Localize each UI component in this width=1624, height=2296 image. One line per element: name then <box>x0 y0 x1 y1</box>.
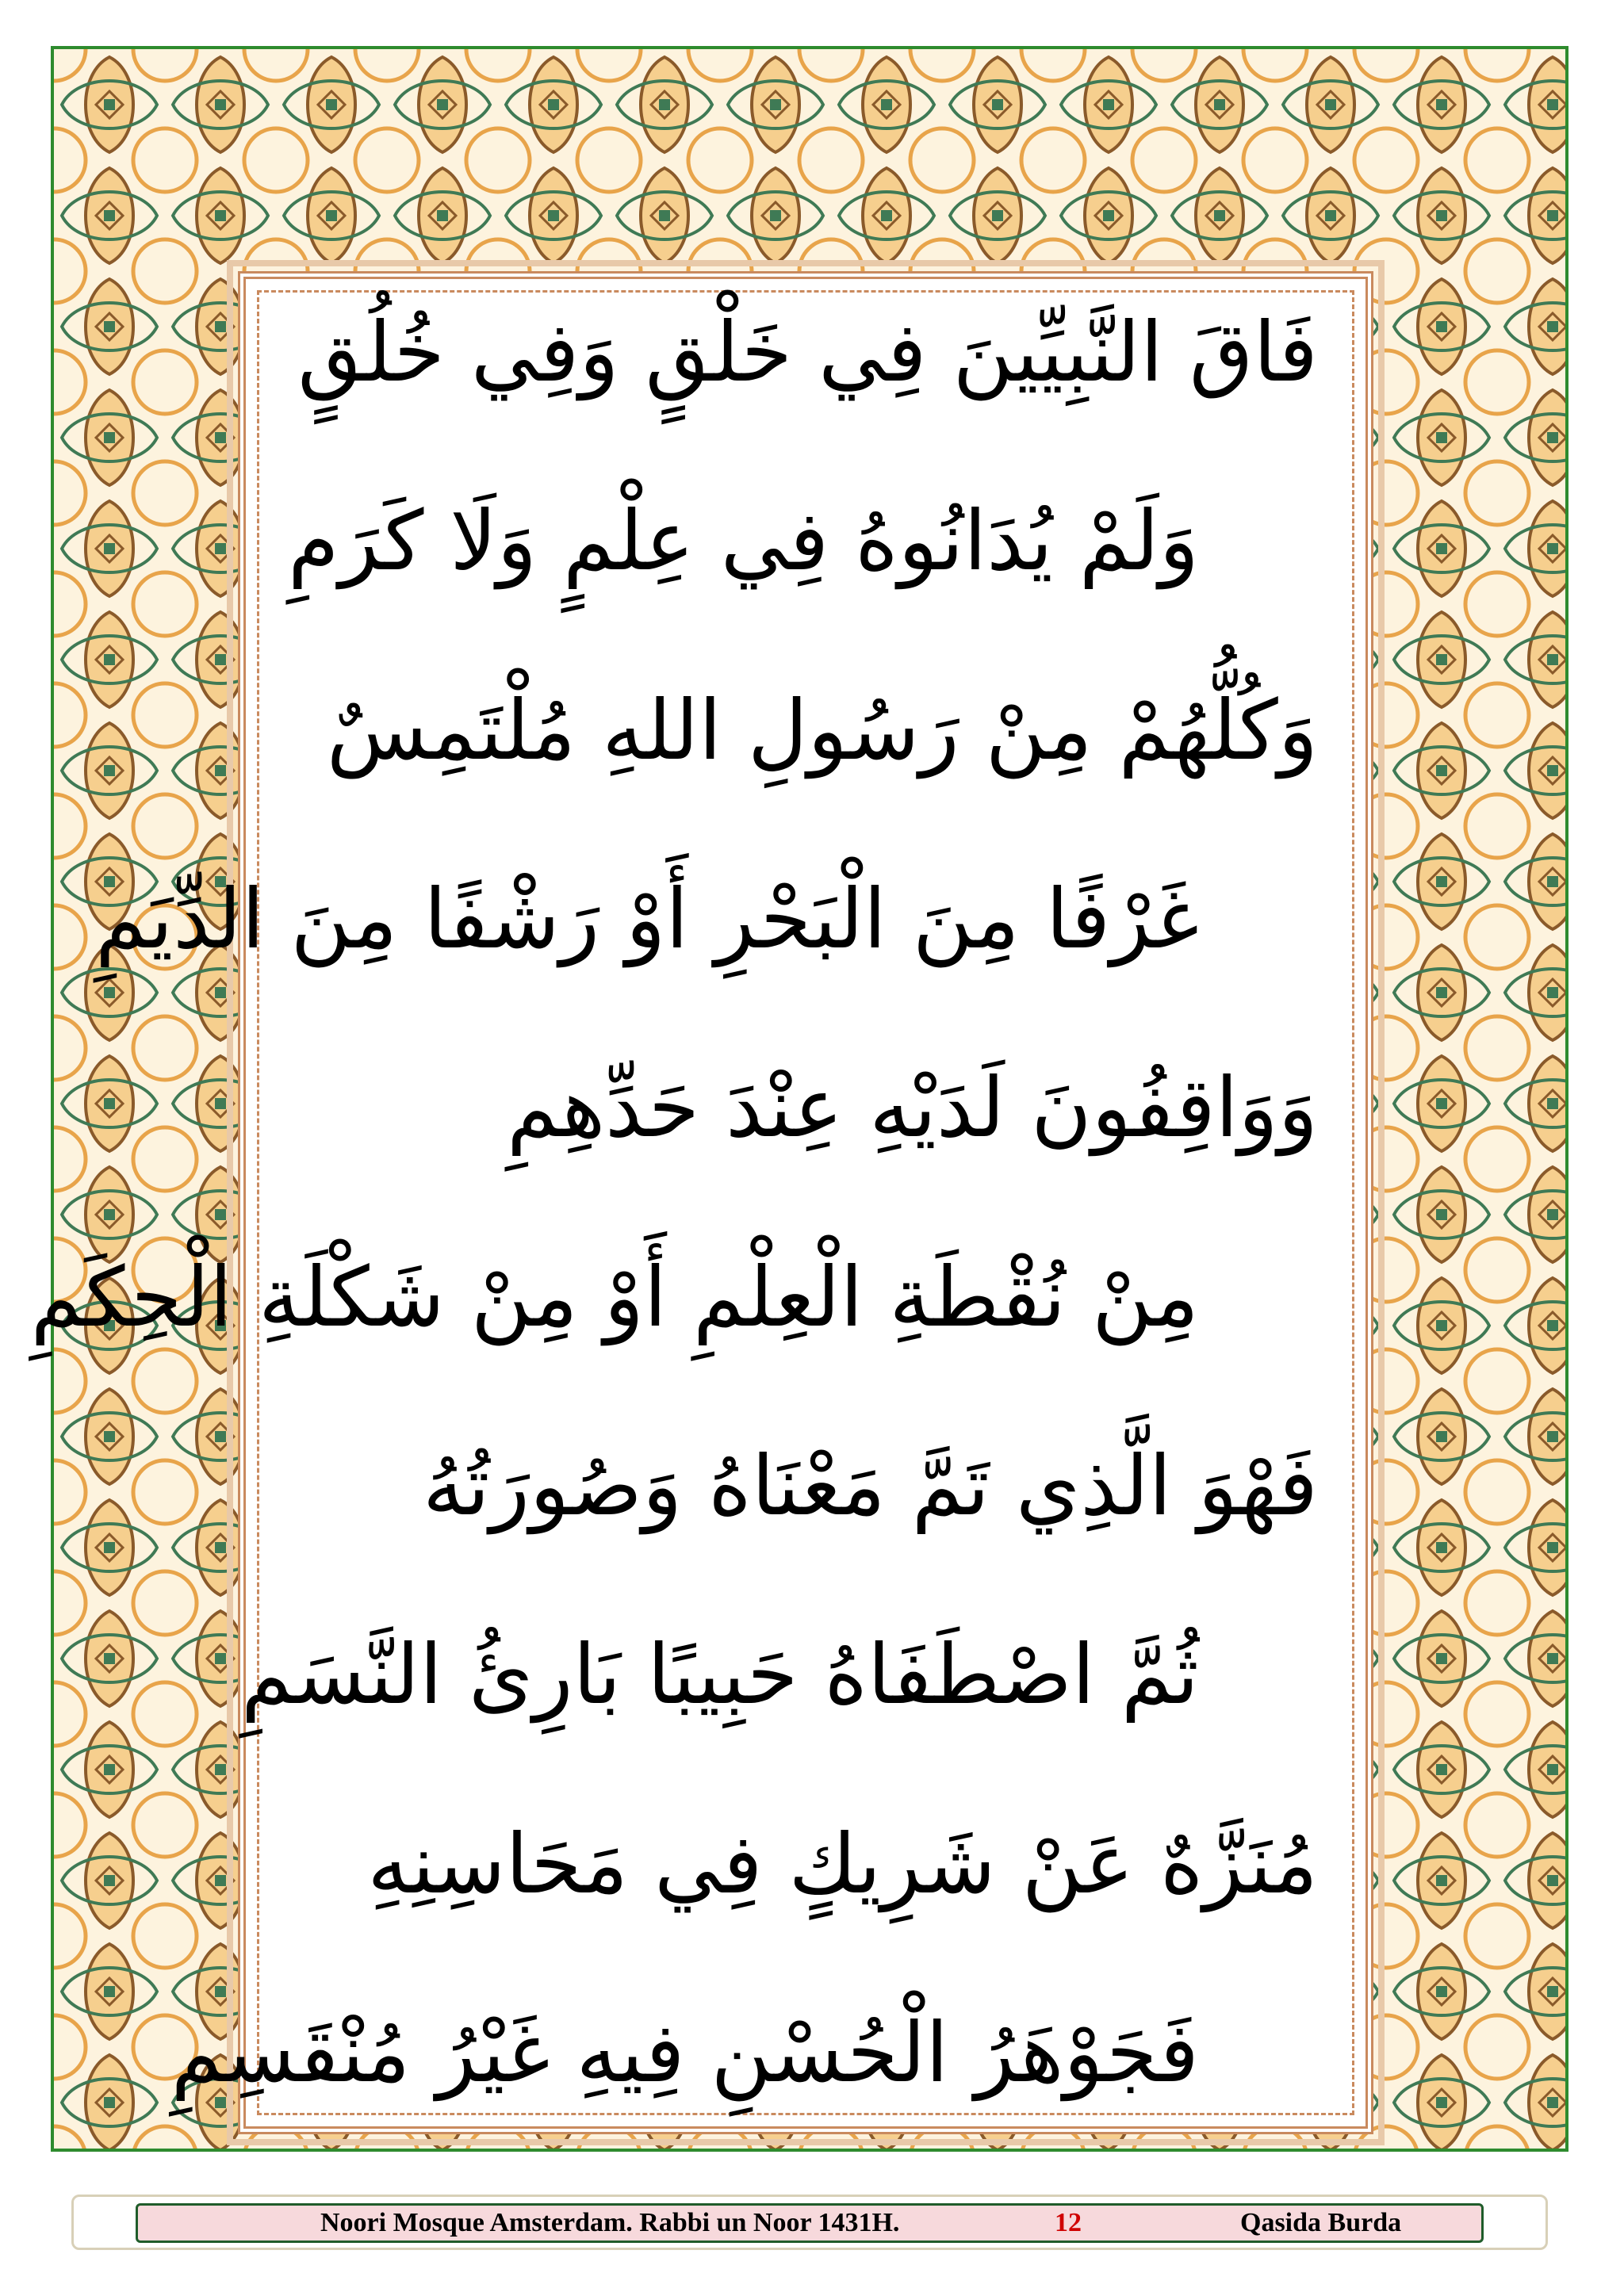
verse-line-1: فَاقَ النَّبِيِّينَ فِي خَلْقٍ وَفِي خُلُقٍ <box>297 304 1318 400</box>
page-number: 12 <box>1055 2208 1082 2237</box>
verse-line-6: مِنْ نُقْطَةِ الْعِلْمِ أَوْ مِنْ شَكْلَةِ الْحِكَمِ <box>30 1248 1199 1345</box>
verse-line-7: فَهْوَ الَّذِي تَمَّ مَعْنَاهُ وَصُورَتُهُ <box>423 1437 1318 1535</box>
verse-line-3: وَكُلُّهُمْ مِنْ رَسُولِ اللهِ مُلْتَمِسٌ <box>326 681 1318 779</box>
verse-line-4: غَرْفًا مِنَ الْبَحْرِ أَوْ رَشْفًا مِنَ الدِّيَمِ <box>95 871 1199 968</box>
verse-list <box>30 303 1318 2103</box>
verse-panel <box>30 271 1373 2134</box>
verse-line-8: ثُمَّ اصْطَفَاهُ حَبِيبًا بَارِئُ النَّسَمِ <box>240 1626 1199 1724</box>
verse-line-10: فَجَوْهَرُ الْحُسْنِ فِيهِ غَيْرُ مُنْقَسِمِ <box>170 2004 1199 2102</box>
footer-title: Qasida Burda <box>1240 2208 1402 2237</box>
footer <box>71 2195 1548 2250</box>
verse-line-2: وَلَمْ يُدَانُوهُ فِي عِلْمٍ وَلَا كَرَمِ <box>288 492 1199 590</box>
verse-line-5: وَوَاقِفُونَ لَدَيْهِ عِنْدَ حَدِّهِمِ <box>507 1059 1318 1157</box>
verse-line-9: مُنَزَّهٌ عَنْ شَرِيكٍ فِي مَحَاسِنِهِ <box>367 1815 1318 1912</box>
footer-bar <box>136 2203 1484 2243</box>
footer-source: Noori Mosque Amsterdam. Rabbi un Noor 1431H. <box>320 2208 900 2237</box>
